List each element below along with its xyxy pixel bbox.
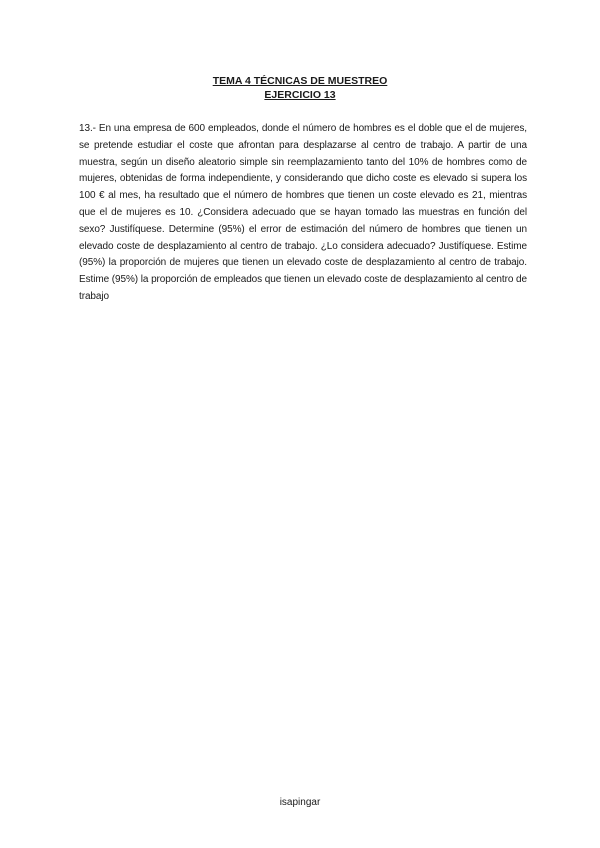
footer-author: isapingar	[279, 797, 321, 808]
document-subtitle: EJERCICIO 13	[264, 89, 336, 101]
exercise-text: 13.- En una empresa de 600 empleados, donde el número de hombres es el doble que el de mujeres, se pretende estudiar el coste que afrontan para desplazarse al centro de trabajo. A partir de una muestra, según un diseño aleatorio simple sin reemplazamiento tanto del 10% de hombres como de mujeres, obtenidas de forma independiente, y considerando que dicho coste es elevado si supera los 100 € al mes, ha resultado que el número de hombres que tienen un coste elevado es 21, mientras que el de mujeres es 10. ¿Considera adecuado que se hayan tomado las muestras en función del sexo? Justifíquese. Determine (95%) el error de estimación del número de hombres que tienen un elevado coste de desplazamiento al centro de trabajo. ¿Lo considera adecuado? Justifíquese. Estime (95%) la proporción de mujeres que tienen un elevado coste de desplazamiento al centro de trabajo. Estime (95%) la proporción de empleados que tienen un elevado coste de desplazamiento al centro de trabajo	[79, 123, 528, 302]
document-title: TEMA 4 TÉCNICAS DE MUESTREO	[212, 75, 388, 87]
